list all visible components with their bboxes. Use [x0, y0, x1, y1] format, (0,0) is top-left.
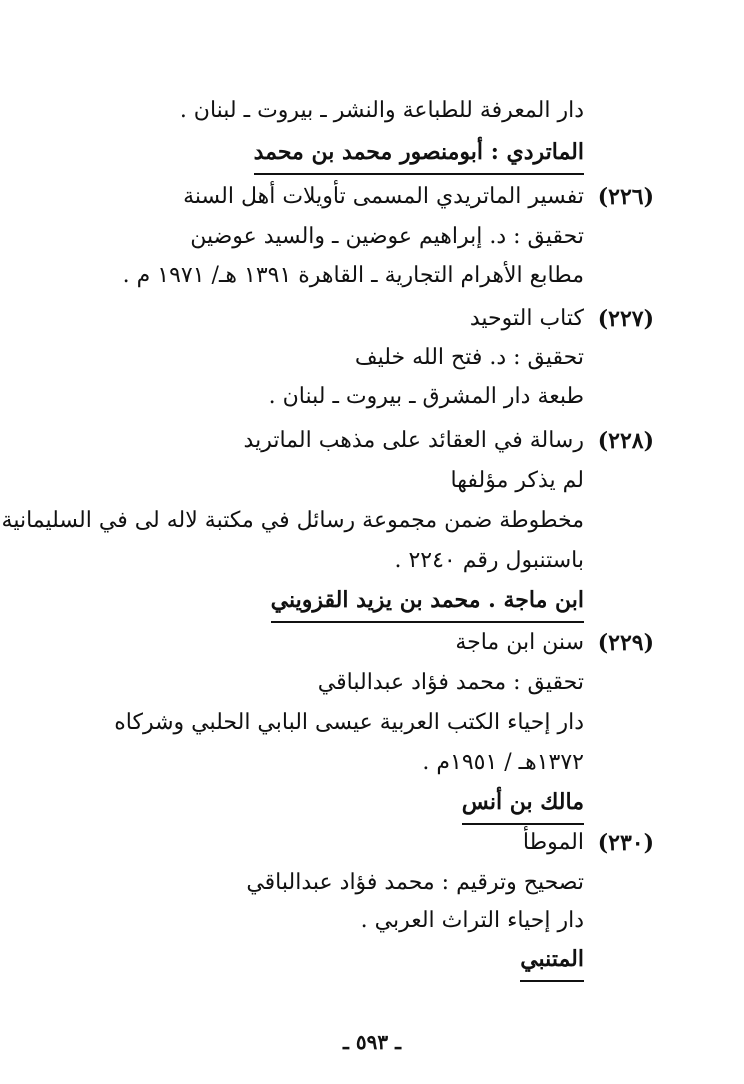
- publisher-line: دار المعرفة للطباعة والنشر ـ بيروت ـ لبنان .: [179, 98, 584, 123]
- entry-line: ١٣٧٢هـ / ١٩٥١م .: [422, 750, 584, 775]
- entry-title: سنن ابن ماجة: [455, 630, 584, 655]
- entry-line: باستنبول رقم ٢٢٤٠ .: [394, 548, 584, 573]
- author-name: الماتردي : أبومنصور محمد بن محمد: [254, 137, 584, 175]
- entry-number: (٢٢٩): [597, 630, 654, 656]
- entry-line: طبعة دار المشرق ـ بيروت ـ لبنان .: [268, 384, 584, 409]
- entry-number: (٢٣٠): [597, 830, 654, 856]
- entry-line: دار إحياء الكتب العربية عيسى البابي الحلبي وشركاه: [114, 710, 584, 735]
- entry-title: رسالة في العقائد على مذهب الماتريد: [243, 428, 584, 453]
- author-name: ابن ماجة . محمد بن يزيد القزويني: [271, 585, 584, 623]
- entry-number: (٢٢٧): [597, 306, 654, 332]
- entry-number: (٢٢٦): [597, 184, 654, 210]
- entry-line: تصحيح وترقيم : محمد فؤاد عبدالباقي: [246, 870, 584, 895]
- entry-line: تحقيق : د. إبراهيم عوضين ـ والسيد عوضين: [190, 224, 584, 249]
- entry-title: تفسير الماتريدي المسمى تأويلات أهل السنة: [183, 184, 584, 209]
- author-heading: [271, 585, 584, 617]
- entry-title: كتاب التوحيد: [469, 306, 584, 331]
- author-heading: [520, 944, 584, 976]
- entry-line: تحقيق : د. فتح الله خليف: [354, 345, 584, 370]
- author-heading: [462, 787, 584, 819]
- author-heading: [254, 137, 584, 169]
- entry-line: مخطوطة ضمن مجموعة رسائل في مكتبة لاله لى في السليمانية: [1, 508, 584, 533]
- entry-line: لم يذكر مؤلفها: [450, 468, 584, 493]
- entry-line: دار إحياء التراث العربي .: [360, 908, 584, 933]
- entry-title: الموطأ: [522, 830, 584, 855]
- entry-line: مطابع الأهرام التجارية ـ القاهرة ١٣٩١ هـ/ ١٩٧١ م .: [122, 263, 584, 288]
- author-name: المتنبي: [520, 944, 584, 982]
- author-name: مالك بن أنس: [462, 787, 584, 825]
- entry-number: (٢٢٨): [597, 428, 654, 454]
- entry-line: تحقيق : محمد فؤاد عبدالباقي: [317, 670, 584, 695]
- page-number: ـ ٥٩٣ ـ: [343, 1030, 401, 1054]
